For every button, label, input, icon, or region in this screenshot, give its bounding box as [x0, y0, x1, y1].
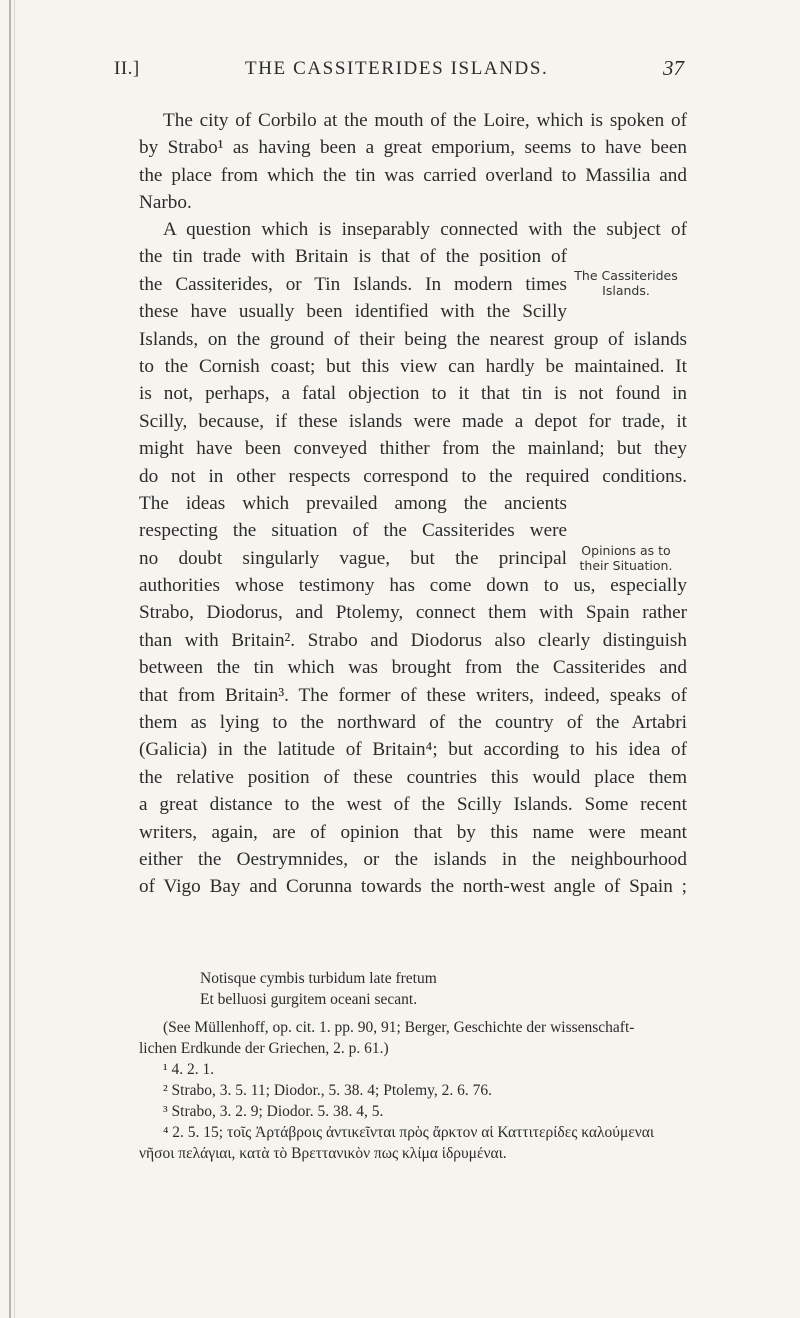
quote-line: Notisque cymbis turbidum late fretum	[200, 970, 437, 987]
margin-note-opinions: Opinions as to their Situation.	[579, 543, 673, 573]
page-number: 37	[663, 56, 684, 80]
page-edge	[9, 0, 11, 1318]
text-line: between the tin which was brought from the Cassiterides and	[139, 657, 687, 679]
text-line: either the Oestrymnides, or the islands in the neighbourhood	[139, 848, 687, 870]
paragraph-corbilo	[139, 107, 687, 217]
running-title: THE CASSITERIDES ISLANDS.	[245, 58, 549, 79]
text-line: than with Britain². Strabo and Diodorus also clearly distinguish	[139, 629, 687, 651]
text-line: the tin trade with Britain is that of the position of	[139, 246, 567, 268]
chapter-number: II.]	[114, 58, 140, 79]
footnote-1: ¹ 4. 2. 1.	[163, 1061, 215, 1078]
text-line: a great distance to the west of the Scilly Islands. Some recent	[139, 794, 687, 816]
text-line: might have been conveyed thither from the mainland; but they	[139, 438, 687, 460]
text-line: Strabo, Diodorus, and Ptolemy, connect them with Spain rather	[139, 602, 687, 624]
footnote-4-continued: νῆσοι πελάγιαι, κατὰ τὸ Βρεττανικὸν πως κλίμα ἱδρυμέναι.	[139, 1145, 507, 1162]
text-line: the relative position of these countries this would place them	[139, 766, 687, 788]
text-line: Narbo.	[139, 192, 192, 214]
text-line: the Cassiterides, or Tin Islands. In modern times	[139, 273, 567, 295]
footnote-3: ³ Strabo, 3. 2. 9; Diodor. 5. 38. 4, 5.	[163, 1103, 384, 1120]
text-line: the place from which the tin was carried overland to Massilia and	[139, 164, 687, 186]
text-line: of Vigo Bay and Corunna towards the north-west angle of Spain ;	[139, 876, 687, 898]
text-line: Islands, on the ground of their being the nearest group of islands	[139, 328, 687, 350]
see-reference-line: (See Müllenhoff, op. cit. 1. pp. 90, 91; Berger, Geschichte der wissenschaft-	[163, 1019, 635, 1036]
text-line: no doubt singularly vague, but the principal	[139, 547, 567, 569]
text-line: them as lying to the northward of the country of the Artabri	[139, 712, 687, 734]
margin-note-cassiterides: The Cassiterides Islands.	[574, 268, 678, 298]
text-line: The ideas which prevailed among the ancients	[139, 492, 567, 514]
text-line: Scilly, because, if these islands were made a depot for trade, it	[139, 410, 687, 432]
footnotes	[139, 1017, 687, 1164]
footnote-2: ² Strabo, 3. 5. 11; Diodor., 5. 38. 4; Ptolemy, 2. 6. 76.	[163, 1082, 492, 1099]
text-line: by Strabo¹ as having been a great emporium, seems to have been	[139, 137, 687, 159]
latin-quotation	[200, 968, 437, 1010]
text-line: A question which is inseparably connected with the subject of	[163, 219, 687, 240]
text-line: is not, perhaps, a fatal objection to it that tin is not found in	[139, 383, 687, 405]
page-edge-inner	[14, 0, 15, 1318]
text-line: (Galicia) in the latitude of Britain⁴; but according to his idea of	[139, 739, 687, 761]
see-reference-line: lichen Erdkunde der Griechen, 2. p. 61.)	[139, 1040, 389, 1057]
text-line: that from Britain³. The former of these writers, indeed, speaks of	[139, 684, 687, 706]
text-line: authorities whose testimony has come down to us, especially	[139, 575, 687, 597]
text-line: to the Cornish coast; but this view can hardly be maintained. It	[139, 355, 687, 377]
footnote-4: ⁴ 2. 5. 15; τοῖς Ἀρτάβροις ἀντικεῖνται πρὸς ἄρκτον αἱ Καττιτερίδες καλούμεναι	[163, 1124, 655, 1141]
text-line: writers, again, are of opinion that by this name were meant	[139, 821, 687, 843]
text-line: The city of Corbilo at the mouth of the Loire, which is spoken of	[163, 110, 687, 131]
quote-line: Et belluosi gurgitem oceani secant.	[200, 991, 418, 1008]
running-header	[0, 58, 800, 88]
text-line: these have usually been identified with the Scilly	[139, 301, 567, 323]
text-line: do not in other respects correspond to the required conditions.	[139, 465, 687, 487]
text-line: respecting the situation of the Cassiterides were	[139, 520, 567, 542]
